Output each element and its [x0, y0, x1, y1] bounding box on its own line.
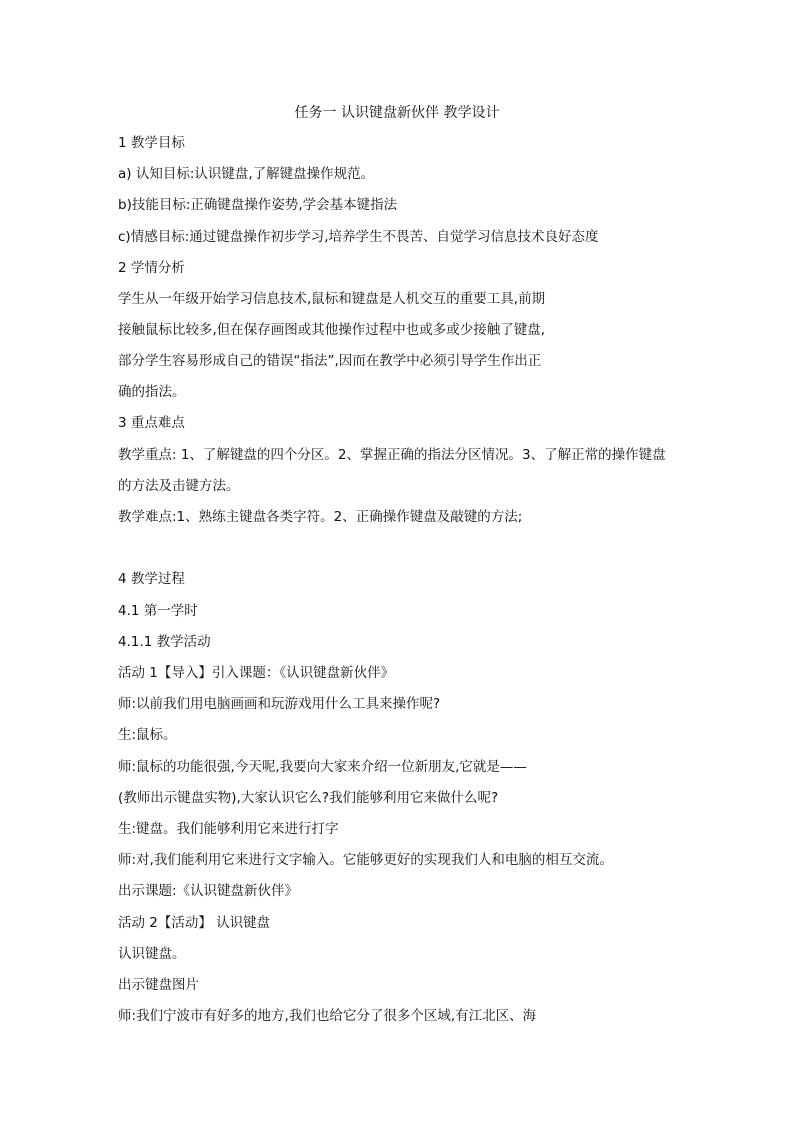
analysis-line: 确的指法。	[118, 384, 186, 400]
dialogue-line: 师:对,我们能利用它来进行文字输入。它能够更好的实现我们人和电脑的相互交流。	[118, 852, 613, 868]
goal-emotion: c)情感目标:通过键盘操作初步学习,培养学生不畏苦、自觉学习信息技术良好态度	[118, 229, 599, 245]
dialogue-line: 师:以前我们用电脑画画和玩游戏用什么工具来操作呢?	[118, 696, 441, 712]
heading-first-lesson: 4.1 第一学时	[118, 603, 198, 619]
analysis-line: 学生从一年级开始学习信息技术,鼠标和键盘是人机交互的重要工具,前期	[118, 291, 546, 307]
activity-1-heading: 活动 1【导入】引入课题：《认识键盘新伙伴》	[118, 665, 395, 681]
dialogue-line: 师:鼠标的功能很强,今天呢,我要向大家来介绍一位新朋友,它就是——	[118, 759, 527, 775]
dialogue-line: (教师出示键盘实物),大家认识它么?我们能够利用它来做什么呢?	[118, 790, 499, 806]
dialogue-line: 师:我们宁波市有好多的地方,我们也给它分了很多个区域,有江北区、海	[118, 1008, 537, 1024]
analysis-line: 接触鼠标比较多,但在保存画图或其他操作过程中也或多或少接触了键盘,	[118, 322, 546, 338]
document-title: 任务一 认识键盘新伙伴 教学设计	[294, 105, 500, 121]
dialogue-line: 生:鼠标。	[118, 727, 177, 743]
activity-2-heading: 活动 2【活动】 认识键盘	[118, 915, 271, 931]
analysis-line: 部分学生容易形成自己的错误“指法”,因而在教学中必须引导学生作出正	[118, 353, 542, 369]
activity-line: 出示键盘图片	[118, 977, 199, 993]
key-points-line: 教学重点: 1、了解键盘的四个分区。2、掌握正确的指法分区情况。3、了解正常的操作键盘	[118, 447, 666, 463]
activity-line: 认识键盘。	[118, 946, 186, 962]
heading-teaching-activities: 4.1.1 教学活动	[118, 634, 211, 650]
heading-teaching-goals: 1 教学目标	[118, 135, 185, 151]
heading-learner-analysis: 2 学情分析	[118, 260, 185, 276]
goal-cognitive: a) 认知目标:认识键盘,了解键盘操作规范。	[118, 166, 375, 182]
difficult-points-line: 教学难点:1、熟练主键盘各类字符。2、正确操作键盘及敲键的方法;	[118, 509, 523, 525]
heading-teaching-process: 4 教学过程	[118, 571, 185, 587]
heading-key-points: 3 重点难点	[118, 415, 185, 431]
key-points-line: 的方法及击键方法。	[118, 478, 240, 494]
show-topic-line: 出示课题:《认识键盘新伙伴》	[118, 883, 299, 899]
dialogue-line: 生:键盘。我们能够利用它来进行打字	[118, 821, 339, 837]
goal-skill: b)技能目标:正确键盘操作姿势,学会基本键指法	[118, 197, 398, 213]
